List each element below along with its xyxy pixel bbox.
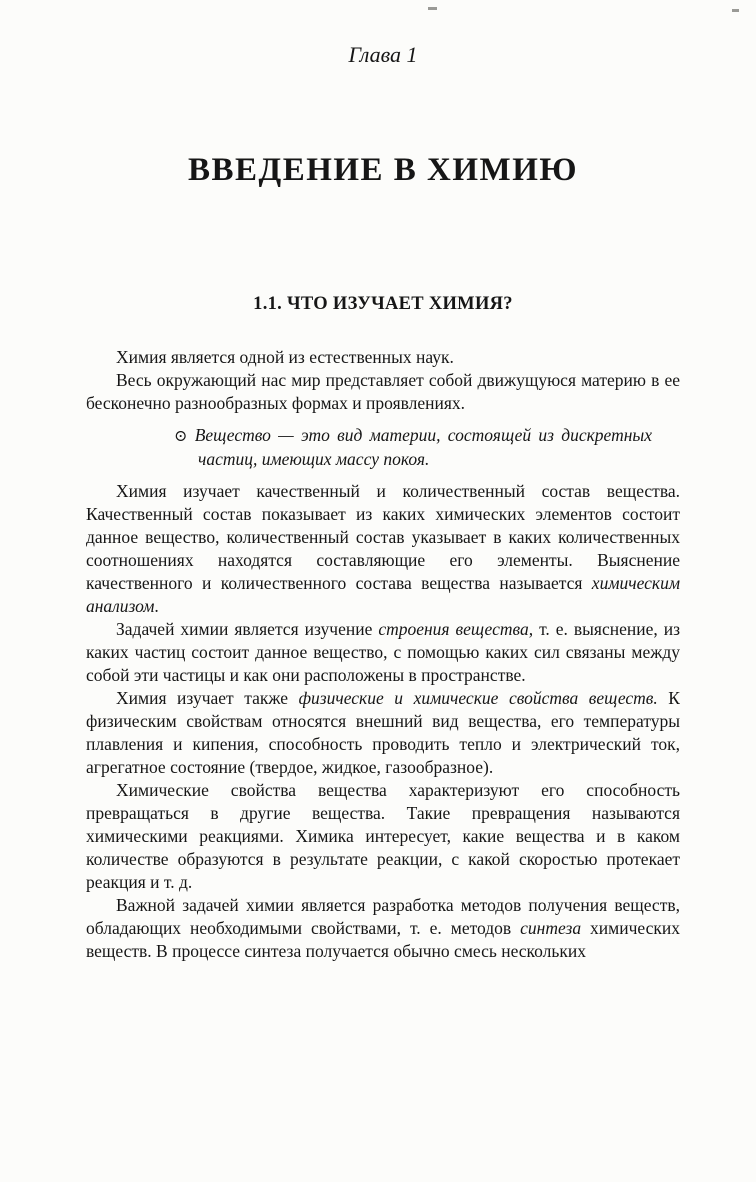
text-run-italic: строения вещества, [378, 619, 534, 639]
paragraph-matter: Весь окружающий нас мир представляет собой движущуюся материю в ее бесконечно разнообразных формах и проявлениях. [86, 370, 680, 413]
definition-block [174, 424, 652, 471]
text-run-italic: химическим анализом [86, 573, 680, 616]
text-run: Важной задачей химии является разработка методов получения веществ, обладающих необходимыми свойствами, т. е. методов [86, 895, 680, 938]
chapter-label: Глава 1 [348, 42, 418, 67]
text-run-italic: физические и химические свойства веществ. [298, 688, 658, 708]
text-run: химических веществ. В процессе синтеза получается обычно смесь нескольких [86, 918, 680, 961]
scan-artifact [428, 7, 437, 10]
page-title: ВВЕДЕНИЕ В ХИМИЮ [187, 152, 579, 188]
section-heading: 1.1. ЧТО ИЗУЧАЕТ ХИМИЯ? [253, 294, 513, 314]
text-run: . [154, 596, 159, 616]
paragraph-structure [86, 618, 680, 687]
text-run-italic: синтеза [520, 918, 582, 938]
paragraph-reactions: Химические свойства вещества характеризуют его способность превращаться в другие вещества. Такие превращения называются химическими реакциями. Химика интересует, какие вещества и в каком количестве образуются в результате реакции, с какой скоростью протекает реакция и т. д. [86, 780, 680, 892]
text-run: К физическим свойствам относятся внешний вид вещества, его температуры плавления и кипения, способность проводить тепло и электрический ток, агрегатное состояние (твердое, жидкое, газообразное). [86, 688, 680, 777]
paragraph-properties [86, 687, 680, 779]
paragraph-intro: Химия является одной из естественных наук. [116, 347, 454, 367]
text-run: т. е. выяснение, из каких частиц состоит данное вещество, с помощью каких сил связаны между собой эти частицы и как они расположены в пространстве. [86, 619, 680, 685]
definition-text: Вещество — это вид материи, состоящей из дискретных частиц, имеющих массу покоя. [194, 425, 653, 469]
scan-artifact [732, 9, 739, 12]
paragraph-synthesis [86, 894, 680, 963]
text-run: Задачей химии является изучение [116, 619, 379, 639]
text-run: Химия изучает также [116, 688, 299, 708]
definition-marker-icon: ⊙ [174, 428, 188, 445]
paragraph-composition [86, 480, 680, 618]
body-text [86, 346, 680, 963]
text-run: Химия изучает качественный и количественный состав вещества. Качественный состав показывает из каких химических элементов состоит данное вещество, количественный состав указывает в каких количественных соотношениях находятся составляющие его элементы. Выяснение качественного и количественного состава вещества называется [86, 481, 680, 593]
